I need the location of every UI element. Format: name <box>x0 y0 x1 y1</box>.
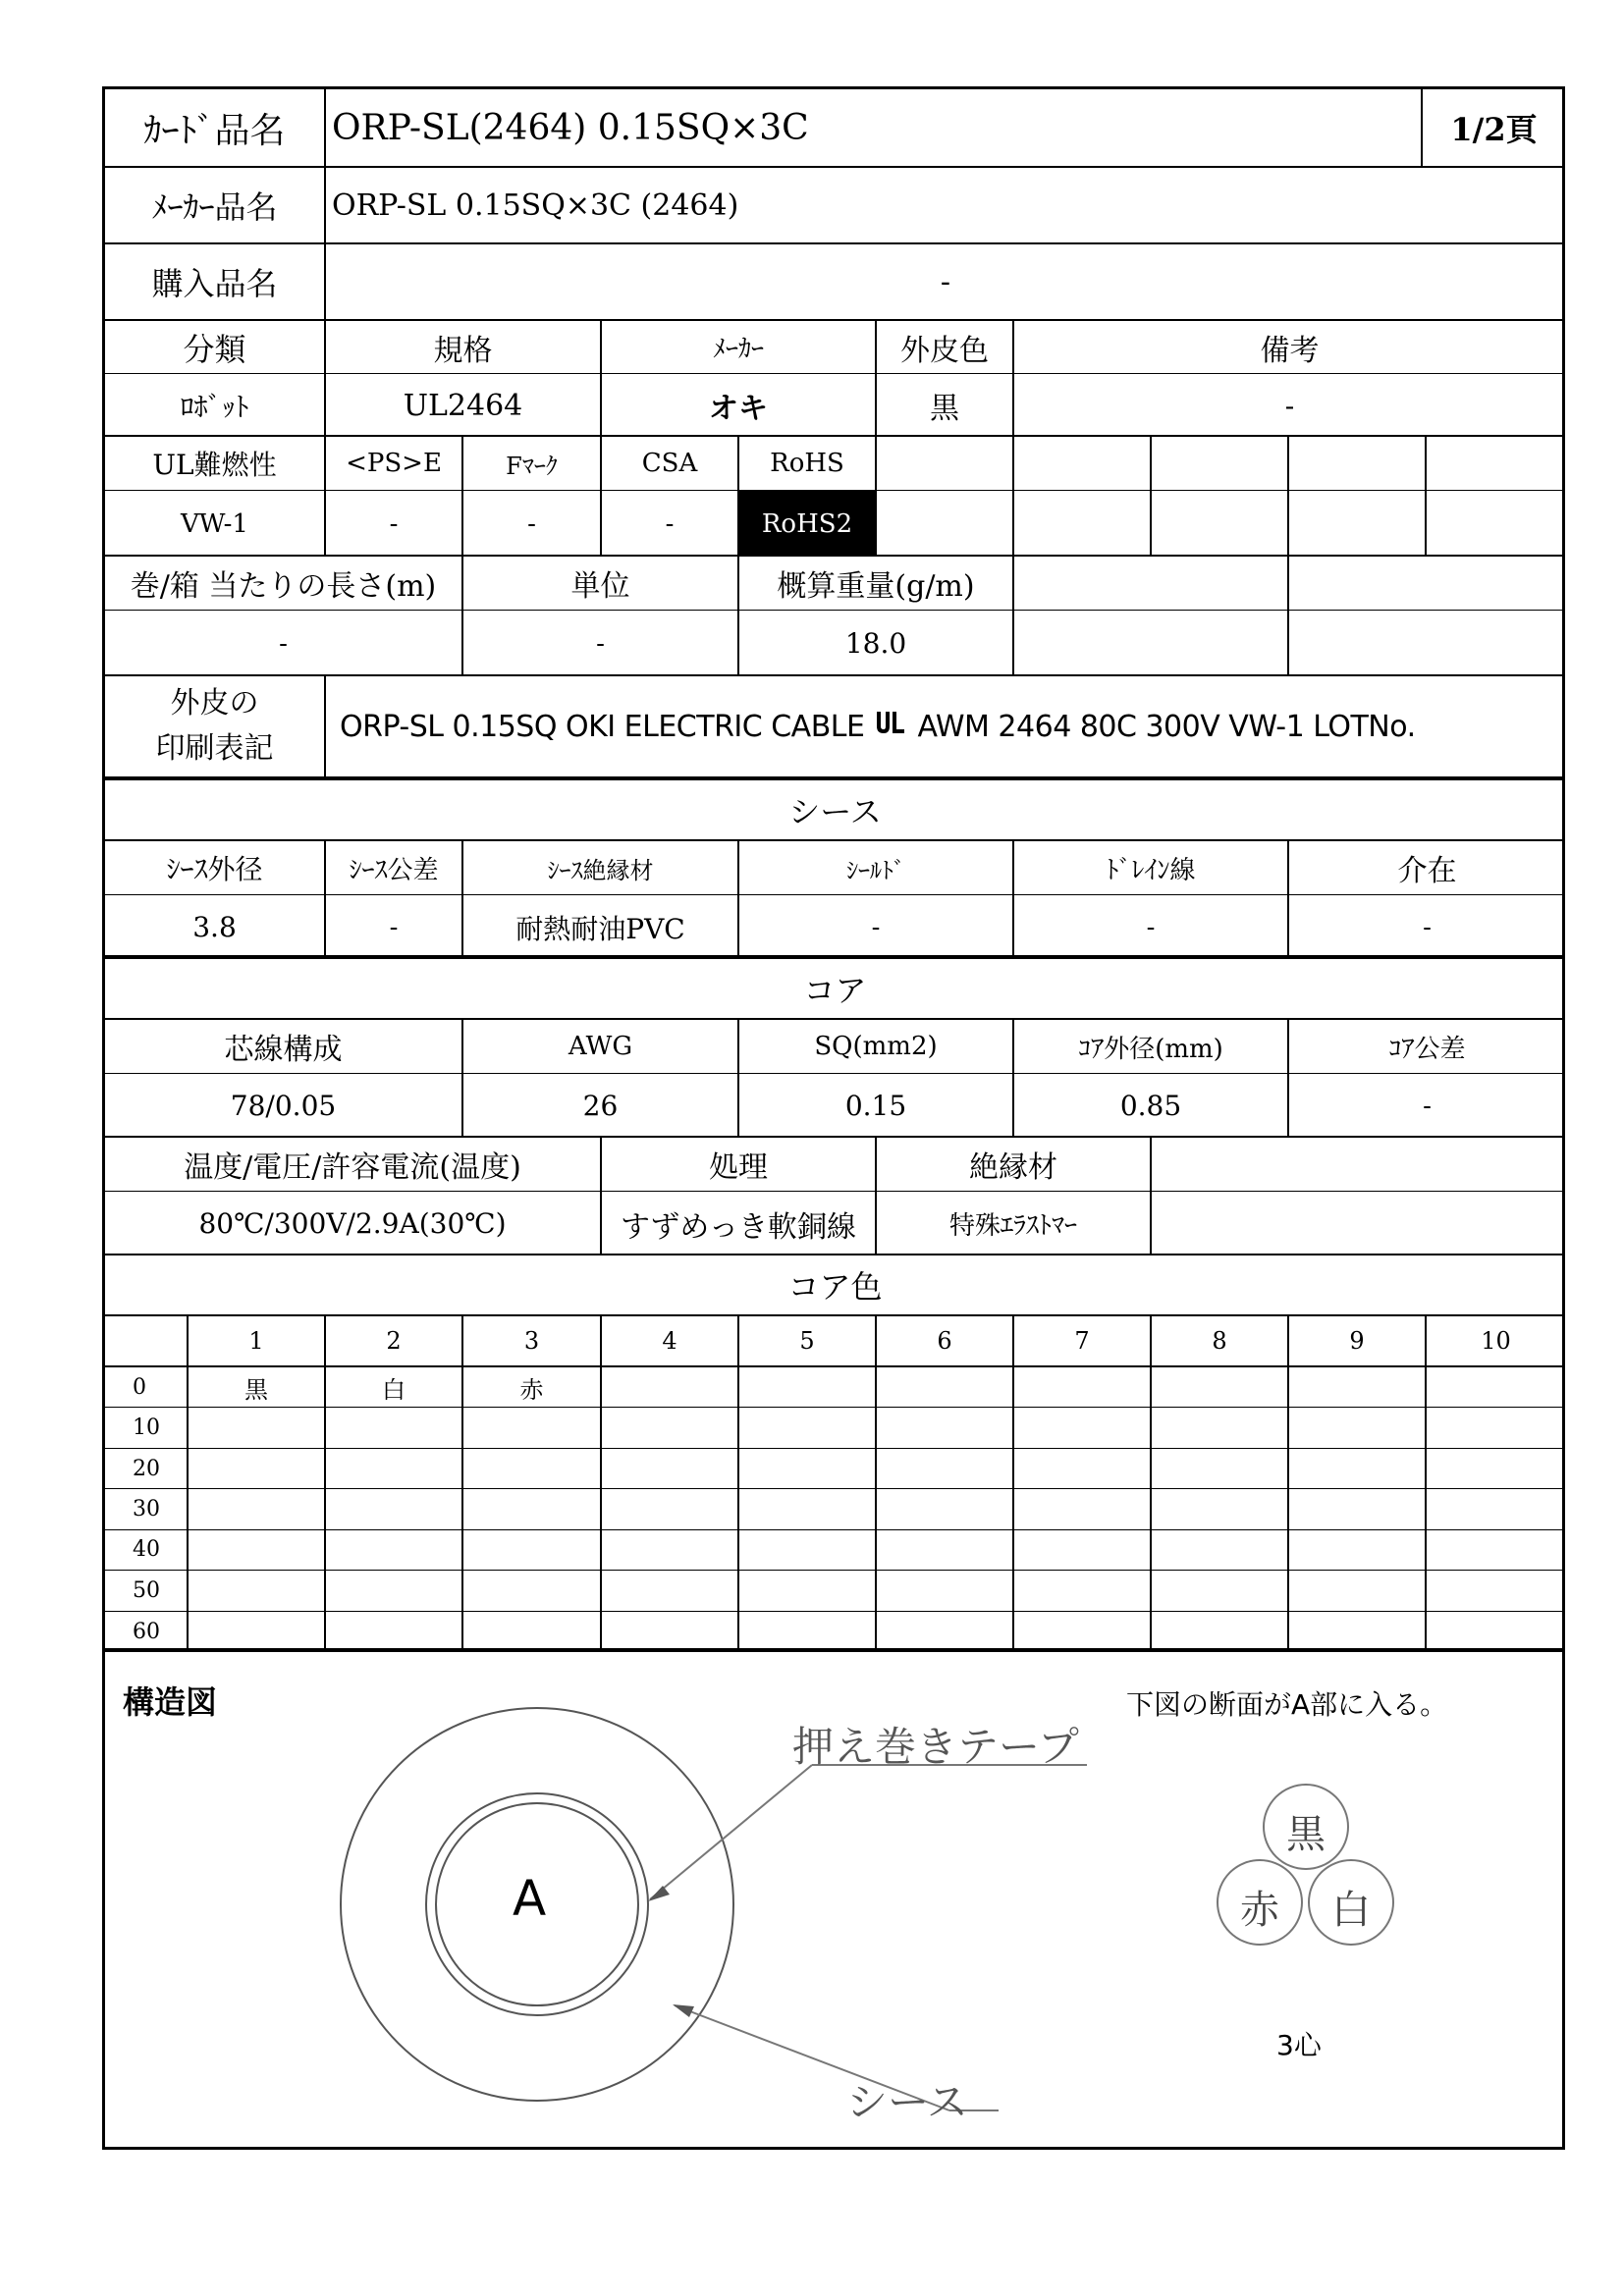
core-color-col-header: 6 <box>877 1316 1014 1365</box>
core-color-cell <box>877 1489 1014 1528</box>
core-color-cell <box>326 1408 463 1447</box>
core-color-cell <box>189 1571 326 1610</box>
core-color-col-header: 8 <box>1152 1316 1289 1365</box>
rohs-header: RoHS <box>739 437 877 490</box>
core-color-cell <box>602 1571 739 1610</box>
core-color-cell <box>877 1530 1014 1570</box>
core-color-col-header: 4 <box>602 1316 739 1365</box>
core-color-row-label: 30 <box>105 1489 189 1528</box>
core-color-cell <box>1289 1489 1427 1528</box>
purchase-name-label: 購入品名 <box>105 244 326 319</box>
core-color-cell <box>1427 1367 1565 1407</box>
core-color-cell <box>1014 1449 1152 1488</box>
core-color-row <box>105 1449 1562 1489</box>
rohs-value: RoHS2 <box>739 491 877 557</box>
maker-name-value: ORP-SL 0.15SQ×3C (2464) <box>332 187 739 223</box>
ul-recognized-icon <box>874 709 907 744</box>
print-marking-label-line1: 外皮の <box>170 686 259 721</box>
core-color-cell <box>602 1612 739 1652</box>
grid-corner <box>105 1316 189 1365</box>
core-color-row <box>105 1571 1562 1611</box>
standard-value: UL2464 <box>326 374 602 437</box>
structure-title: 構造図 <box>123 1683 218 1721</box>
sheath-title-row <box>105 780 1562 841</box>
core-color-row-label: 20 <box>105 1449 189 1488</box>
core-color-cell: 白 <box>326 1367 463 1407</box>
sheath-title: シース <box>788 793 882 830</box>
core-od-header: ｺｱ外径(mm) <box>1014 1020 1289 1073</box>
core-color-row-label: 10 <box>105 1408 189 1447</box>
sq-value: 0.15 <box>739 1074 1014 1138</box>
core-color-row-label: 60 <box>105 1612 189 1652</box>
jacket-color-header: 外皮色 <box>877 321 1014 373</box>
core-color-cell <box>739 1489 877 1528</box>
core-label-white: 白 <box>1331 1888 1371 1933</box>
drain-wire-value: - <box>1014 895 1289 959</box>
print-marking-text-before: ORP-SL 0.15SQ OKI ELECTRIC CABLE <box>340 709 865 744</box>
shield-value: - <box>739 895 1014 959</box>
center-label: A <box>513 1870 547 1927</box>
remarks-value: - <box>1284 389 1295 422</box>
core-color-cell <box>326 1449 463 1488</box>
f-mark-header: Fﾏｰｸ <box>463 437 602 490</box>
spec-card <box>102 86 1565 2150</box>
rating-header-blank <box>1152 1138 1565 1191</box>
core-color-cell <box>189 1408 326 1447</box>
core-block <box>105 1020 1562 1138</box>
core-color-cell <box>877 1449 1014 1488</box>
print-marking-label-line2: 印刷表記 <box>155 731 274 766</box>
title-row <box>105 89 1562 168</box>
core-color-cell: 赤 <box>463 1367 602 1407</box>
core-color-row <box>105 1408 1562 1448</box>
cert-value-blank <box>877 491 1014 557</box>
cert-value-blank <box>1427 491 1565 557</box>
core-color-col-header: 5 <box>739 1316 877 1365</box>
core-label-red: 赤 <box>1240 1888 1279 1933</box>
core-color-cell <box>1427 1449 1565 1488</box>
core-color-cell <box>463 1449 602 1488</box>
core-color-col-header: 9 <box>1289 1316 1427 1365</box>
core-color-cell <box>1427 1489 1565 1528</box>
core-color-cell <box>1427 1408 1565 1447</box>
unit-header: 単位 <box>463 557 739 610</box>
core-color-cell <box>1014 1530 1152 1570</box>
core-color-cell <box>739 1367 877 1407</box>
core-color-row <box>105 1612 1562 1652</box>
purchase-name-value: - <box>940 264 951 299</box>
core-color-cell <box>602 1489 739 1528</box>
core-color-row <box>105 1367 1562 1408</box>
certification-block <box>105 437 1562 557</box>
core-color-cell <box>602 1449 739 1488</box>
core-tolerance-value: - <box>1423 1091 1432 1121</box>
core-color-col-header: 3 <box>463 1316 602 1365</box>
length-per-reel-value: - <box>105 611 463 676</box>
maker-name-label: ﾒｰｶｰ品名 <box>105 168 326 242</box>
flame-rating-value: VW-1 <box>105 491 326 557</box>
core-title: コア <box>803 972 867 1009</box>
core-color-title: コア色 <box>787 1268 883 1306</box>
sheath-od-value: 3.8 <box>105 895 326 959</box>
core-color-col-header: 1 <box>189 1316 326 1365</box>
core-color-cell <box>1152 1530 1289 1570</box>
sheath-tolerance-value: - <box>326 895 463 959</box>
shield-header: ｼｰﾙﾄﾞ <box>739 841 1014 894</box>
sheath-label: シース <box>846 2078 968 2126</box>
rating-block <box>105 1138 1562 1255</box>
maker-value: オキ <box>602 374 877 437</box>
core-color-title-row <box>105 1255 1562 1316</box>
core-color-cell <box>326 1571 463 1610</box>
core-color-cell <box>1152 1571 1289 1610</box>
sheath-tolerance-header: ｼｰｽ公差 <box>326 841 463 894</box>
sheath-block <box>105 841 1562 959</box>
core-color-cell <box>1289 1571 1427 1610</box>
core-color-cell <box>739 1530 877 1570</box>
core-color-cell <box>1152 1367 1289 1407</box>
core-color-body <box>105 1367 1562 1652</box>
core-color-col-header: 7 <box>1014 1316 1152 1365</box>
core-color-cell <box>463 1408 602 1447</box>
core-color-cell <box>602 1530 739 1570</box>
core-color-cell <box>189 1449 326 1488</box>
core-color-cell <box>602 1408 739 1447</box>
standard-header: 規格 <box>326 321 602 373</box>
core-color-cell <box>463 1612 602 1652</box>
core-color-cell <box>1289 1449 1427 1488</box>
core-color-row <box>105 1530 1562 1571</box>
core-color-cell <box>1289 1612 1427 1652</box>
core-color-cell <box>877 1612 1014 1652</box>
page-number: 1/2頁 <box>1450 111 1538 148</box>
insulation-value: 特殊ｴﾗｽﾄﾏｰ <box>877 1192 1152 1255</box>
core-color-cell <box>1427 1530 1565 1570</box>
remarks-header: 備考 <box>1260 333 1320 368</box>
core-color-cell <box>463 1530 602 1570</box>
core-color-cell <box>326 1489 463 1528</box>
core-color-cell <box>1014 1367 1152 1407</box>
core-color-row-label: 0 <box>105 1367 189 1407</box>
core-color-col-header: 10 <box>1481 1327 1511 1355</box>
awg-header: AWG <box>463 1020 739 1073</box>
classification-header: 分類 <box>105 321 326 373</box>
sheath-insulation-value: 耐熱耐油PVC <box>463 895 739 959</box>
cert-header-blank <box>877 437 1014 490</box>
core-color-row-label: 40 <box>105 1530 189 1570</box>
core-color-cell <box>1289 1367 1427 1407</box>
core-color-cell <box>1014 1612 1152 1652</box>
cert-header-blank <box>1014 437 1152 490</box>
weight-header: 概算重量(g/m) <box>739 557 1014 610</box>
filler-value: - <box>1423 912 1432 942</box>
structure-note: 下図の断面がA部に入る。 <box>1126 1688 1448 1721</box>
core-color-cell <box>877 1408 1014 1447</box>
cert-header-blank <box>1152 437 1289 490</box>
packaging-header-blank <box>1014 557 1289 610</box>
cert-value-blank <box>1152 491 1289 557</box>
sheath-arrowhead-icon <box>673 2004 694 2017</box>
classification-value: ﾛﾎﾞｯﾄ <box>105 374 326 437</box>
packaging-block <box>105 557 1562 676</box>
core-color-cell <box>463 1571 602 1610</box>
core-color-cell <box>463 1489 602 1528</box>
packaging-header-blank <box>1289 557 1565 610</box>
cert-header-blank <box>1427 437 1565 490</box>
core-color-cell <box>1152 1408 1289 1447</box>
pse-header: <PS>E <box>326 437 463 490</box>
jacket-color-value: 黒 <box>877 374 1014 437</box>
strand-config-value: 78/0.05 <box>105 1074 463 1138</box>
core-color-cell <box>189 1612 326 1652</box>
core-color-cell <box>1014 1408 1152 1447</box>
pse-value: - <box>326 491 463 557</box>
core-tolerance-header: ｺｱ公差 <box>1388 1034 1466 1064</box>
core-color-cell <box>602 1367 739 1407</box>
classification-block <box>105 321 1562 437</box>
print-marking-label <box>105 676 326 776</box>
treatment-value: すずめっき軟銅線 <box>602 1192 877 1255</box>
print-marking-text <box>326 676 1565 776</box>
core-label-black: 黒 <box>1286 1812 1326 1857</box>
core-color-cell <box>877 1367 1014 1407</box>
print-marking-row <box>105 676 1562 780</box>
core-color-cell <box>189 1489 326 1528</box>
core-color-cell: 黒 <box>189 1367 326 1407</box>
purchase-name-row <box>105 244 1562 321</box>
sq-header: SQ(mm2) <box>739 1020 1014 1073</box>
core-color-cell <box>739 1408 877 1447</box>
core-color-cell <box>1152 1612 1289 1652</box>
structure-diagram <box>105 1654 1562 2147</box>
strand-config-header: 芯線構成 <box>105 1020 463 1073</box>
core-color-cell <box>739 1571 877 1610</box>
insulation-header: 絶縁材 <box>877 1138 1152 1191</box>
awg-value: 26 <box>463 1074 739 1138</box>
core-od-value: 0.85 <box>1014 1074 1289 1138</box>
core-color-cell <box>1152 1489 1289 1528</box>
cert-header-blank <box>1289 437 1427 490</box>
filler-header: 介在 <box>1397 854 1457 888</box>
core-title-row <box>105 959 1562 1020</box>
core-color-cell <box>1014 1489 1152 1528</box>
maker-name-row <box>105 168 1562 244</box>
f-mark-value: - <box>463 491 602 557</box>
csa-value: - <box>602 491 739 557</box>
sheath-insulation-header: ｼｰｽ絶縁材 <box>463 841 739 894</box>
packaging-value-blank <box>1289 611 1565 676</box>
core-color-cell <box>1427 1571 1565 1610</box>
core-color-row <box>105 1489 1562 1529</box>
cert-value-blank <box>1289 491 1427 557</box>
core-color-cell <box>1289 1408 1427 1447</box>
rating-header: 温度/電圧/許容電流(温度) <box>105 1138 602 1191</box>
cert-value-blank <box>1014 491 1152 557</box>
core-color-col-header: 2 <box>326 1316 463 1365</box>
core-color-cell <box>739 1612 877 1652</box>
packaging-value-blank <box>1014 611 1289 676</box>
tape-arrowhead-icon <box>648 1886 670 1901</box>
core-count: 3心 <box>1276 2029 1322 2061</box>
tape-label: 押え巻きテープ <box>792 1723 1079 1771</box>
sheath-od-header: ｼｰｽ外径 <box>105 841 326 894</box>
treatment-header: 処理 <box>602 1138 877 1191</box>
core-color-cell <box>326 1612 463 1652</box>
card-name-label: ｶｰﾄﾞ品名 <box>105 89 326 166</box>
core-color-cell <box>1152 1449 1289 1488</box>
core-color-cell <box>739 1449 877 1488</box>
weight-value: 18.0 <box>739 611 1014 676</box>
csa-header: CSA <box>602 437 739 490</box>
core-color-row-label: 50 <box>105 1571 189 1610</box>
maker-header: ﾒｰｶｰ <box>602 321 877 373</box>
flame-rating-header: UL難燃性 <box>105 437 326 490</box>
print-marking-text-after: AWM 2464 80C 300V VW-1 LOTNo. <box>917 709 1416 744</box>
core-color-header-row <box>105 1316 1562 1367</box>
core-color-cell <box>189 1530 326 1570</box>
rating-value-blank <box>1152 1192 1565 1255</box>
core-color-cell <box>326 1530 463 1570</box>
length-per-reel-header: 巻/箱 当たりの長さ(m) <box>105 557 463 610</box>
drain-wire-header: ﾄﾞﾚｲﾝ線 <box>1014 841 1289 894</box>
core-color-cell <box>1014 1571 1152 1610</box>
card-name-value: ORP-SL(2464) 0.15SQ×3C <box>326 89 1423 166</box>
core-color-cell <box>877 1571 1014 1610</box>
rating-value: 80℃/300V/2.9A(30℃) <box>105 1192 602 1255</box>
core-color-grid <box>105 1316 1562 1652</box>
core-color-cell <box>1289 1530 1427 1570</box>
core-color-cell <box>1427 1612 1565 1652</box>
unit-value: - <box>463 611 739 676</box>
